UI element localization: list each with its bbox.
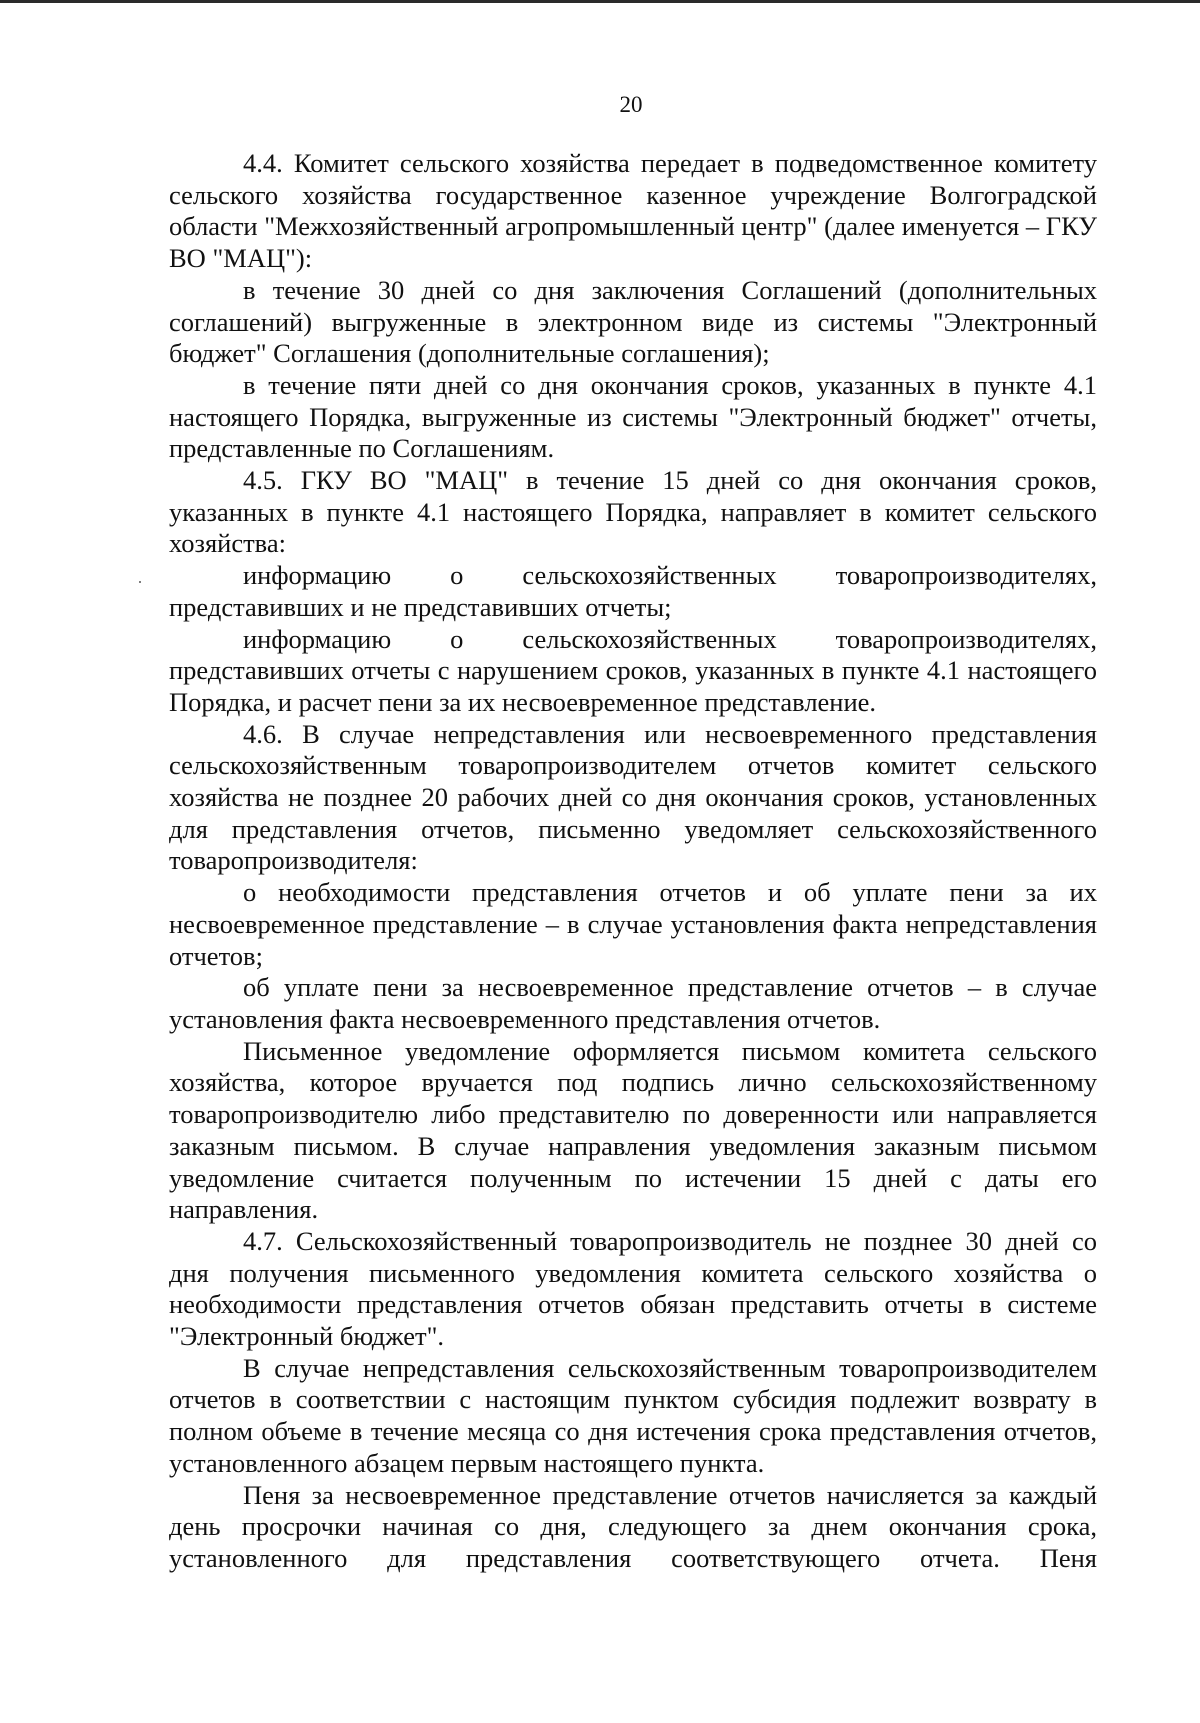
paragraph-4-5: 4.5. ГКУ ВО "МАЦ" в течение 15 дней со дня окончания сроков, указанных в пункте 4.1 настоящего Порядка, направляет в комитет сельского хозяйства: (169, 465, 1097, 559)
paragraph-4-6-item-1: о необходимости представления отчетов и об уплате пени за их несвоевременное представление – в случае установления факта непредставления отчетов; (169, 877, 1097, 971)
paragraph-4-5-item-1: информацию о сельскохозяйственных товаропроизводителях, представивших и не представивших отчеты; (169, 560, 1097, 622)
document-body (169, 148, 1097, 1575)
page-number: 20 (619, 92, 643, 117)
paragraph-4-7: 4.7. Сельскохозяйственный товаропроизводитель не позднее 30 дней со дня получения письменного уведомления комитета сельского хозяйства о необходимости представления отчетов обязан представить отчеты в системе "Электронный бюджет". (169, 1225, 1097, 1352)
paragraph-4-6: 4.6. В случае непредставления или несвоевременного представления сельскохозяйственным товаропроизводителем отчетов комитет сельского хозяйства не позднее 20 рабочих дней со дня окончания сроков, установленных для представления отчетов, письменно уведомляет сельскохозяйственного товаропроизводителя: (169, 718, 1097, 876)
paragraph-4-4: 4.4. Комитет сельского хозяйства передает в подведомственное комитету сельского хозяйства государственное казенное учреждение Волгоградской области "Межхозяйственный агропромышленный центр" (далее именуется – ГКУ ВО "МАЦ"): (169, 148, 1097, 274)
paragraph-4-7-penalty: Пеня за несвоевременное представление отчетов начисляется за каждый день просрочки начиная со дня, следующего за днем окончания срока, установленного для представления соответствующего отчета. Пеня (169, 1479, 1097, 1573)
scan-artifact-dot (139, 581, 141, 583)
paragraph-4-4-item-1: в течение 30 дней со дня заключения Соглашений (дополнительных соглашений) выгруженные в электронном виде из системы "Электронный бюджет" Соглашения (дополнительные соглашения); (169, 274, 1097, 369)
paragraph-4-6-item-2: об уплате пени за несвоевременное представление отчетов – в случае установления факта несвоевременного представления отчетов. (169, 972, 1097, 1034)
paragraph-4-5-item-2: информацию о сельскохозяйственных товаропроизводителях, представивших отчеты с нарушением сроков, указанных в пункте 4.1 настоящего Порядка, и расчет пени за их несвоевременное представление. (169, 623, 1097, 717)
paragraph-4-7-refund: В случае непредставления сельскохозяйственным товаропроизводителем отчетов в соответствии с настоящим пунктом субсидия подлежит возврату в полном объеме в течение месяца со дня истечения срока представления отчетов, установленного абзацем первым настоящего пункта. (169, 1352, 1097, 1478)
scan-top-border (0, 0, 1200, 3)
paragraph-written-notice: Письменное уведомление оформляется письмом комитета сельского хозяйства, которое вручается под подпись лично сельскохозяйственному товаропроизводителю либо представителю по доверенности или направляется заказным письмом. В случае направления уведомления заказным письмом уведомление считается полученным по истечении 15 дней с даты его направления. (169, 1035, 1097, 1225)
paragraph-4-4-item-2: в течение пяти дней со дня окончания сроков, указанных в пункте 4.1 настоящего Порядка, выгруженные из системы "Электронный бюджет" отчеты, представленные по Соглашениям. (169, 369, 1097, 464)
